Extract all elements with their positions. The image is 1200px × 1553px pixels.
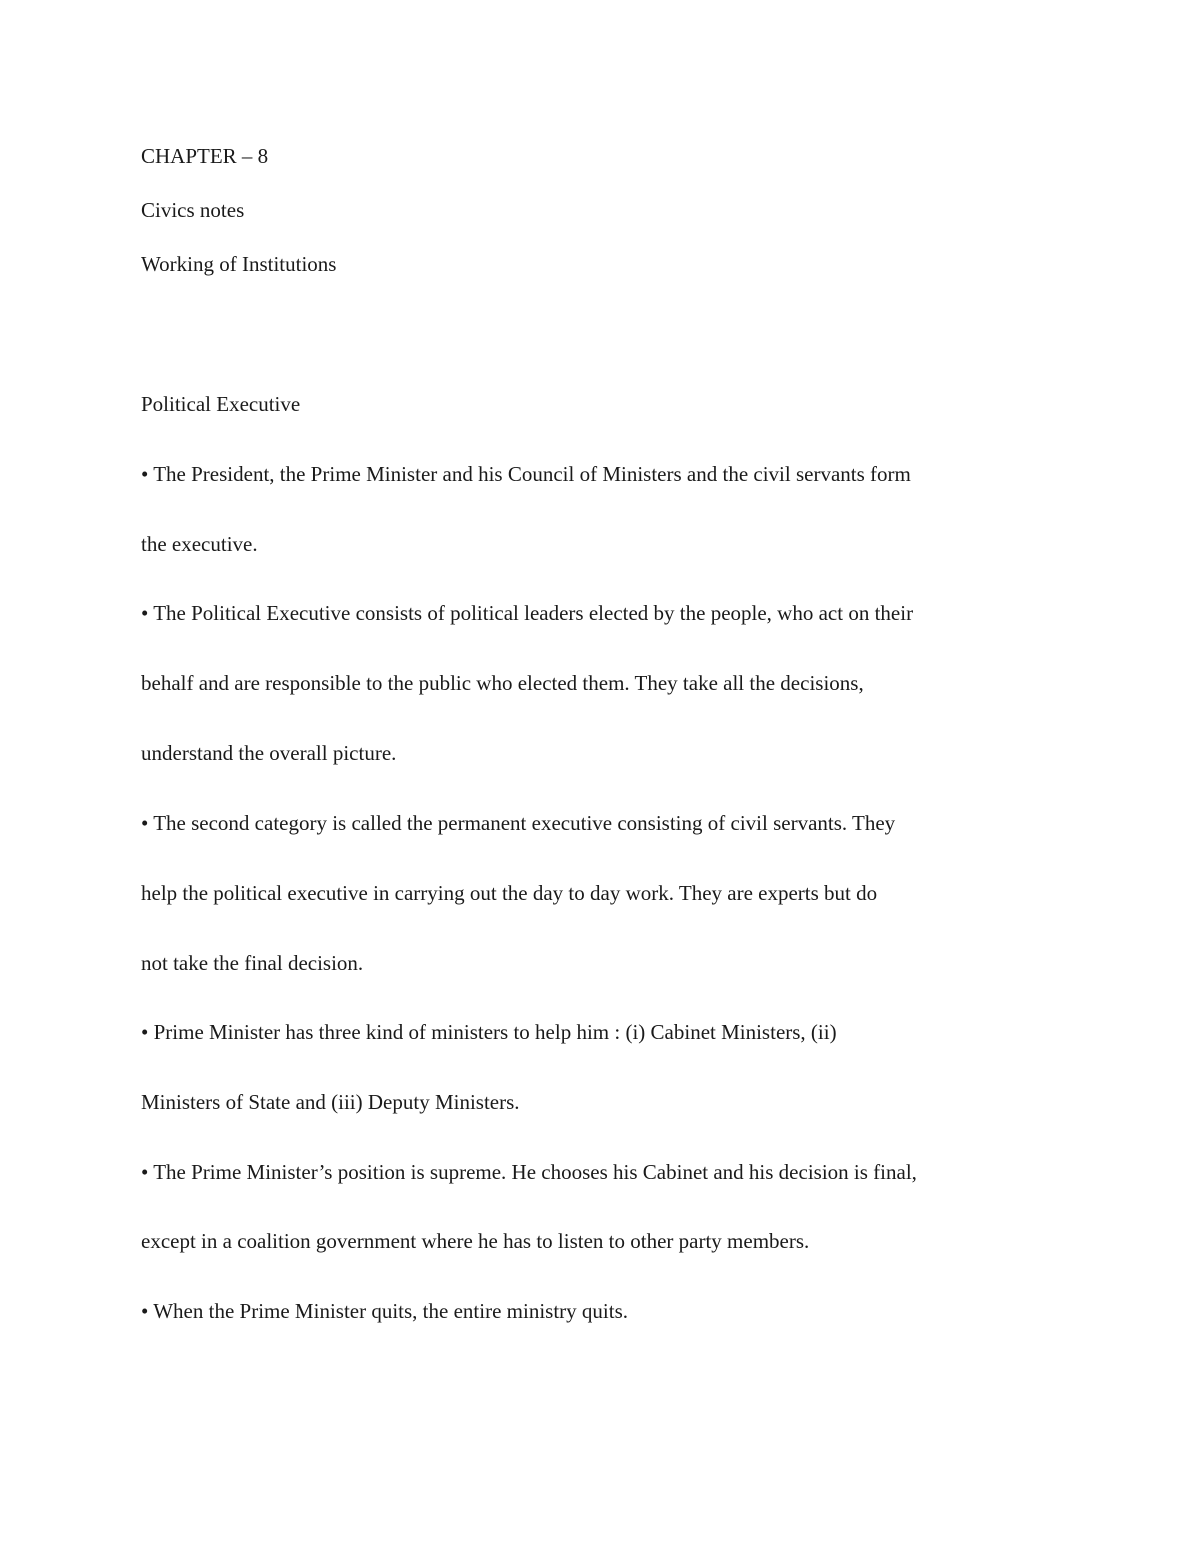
body-line: • Prime Minister has three kind of ministers to help him : (i) Cabinet Ministers, (ii) — [141, 1020, 837, 1044]
body-line: except in a coalition government where he has to listen to other party members. — [141, 1229, 810, 1253]
body-line: • The President, the Prime Minister and his Council of Ministers and the civil servants form — [141, 462, 911, 486]
body-line: • The second category is called the permanent executive consisting of civil servants. They — [141, 811, 896, 835]
page-title: Working of Institutions — [141, 252, 337, 276]
body-line: • The Political Executive consists of political leaders elected by the people, who act on their — [141, 601, 914, 625]
body-line: Ministers of State and (iii) Deputy Ministers. — [141, 1090, 520, 1114]
body-line: help the political executive in carrying out the day to day work. They are experts but do — [141, 881, 878, 905]
body-line: the executive. — [141, 532, 258, 556]
body-line: not take the final decision. — [141, 951, 364, 975]
body-line: • The Prime Minister’s position is supreme. He chooses his Cabinet and his decision is final, — [141, 1160, 917, 1184]
body-line: behalf and are responsible to the public who elected them. They take all the decisions, — [141, 671, 864, 695]
chapter-heading: CHAPTER – 8 — [141, 144, 269, 168]
body-line: • When the Prime Minister quits, the entire ministry quits. — [141, 1299, 628, 1323]
body-line: understand the overall picture. — [141, 741, 397, 765]
section-heading: Political Executive — [141, 392, 301, 416]
subject-label: Civics notes — [141, 198, 245, 222]
